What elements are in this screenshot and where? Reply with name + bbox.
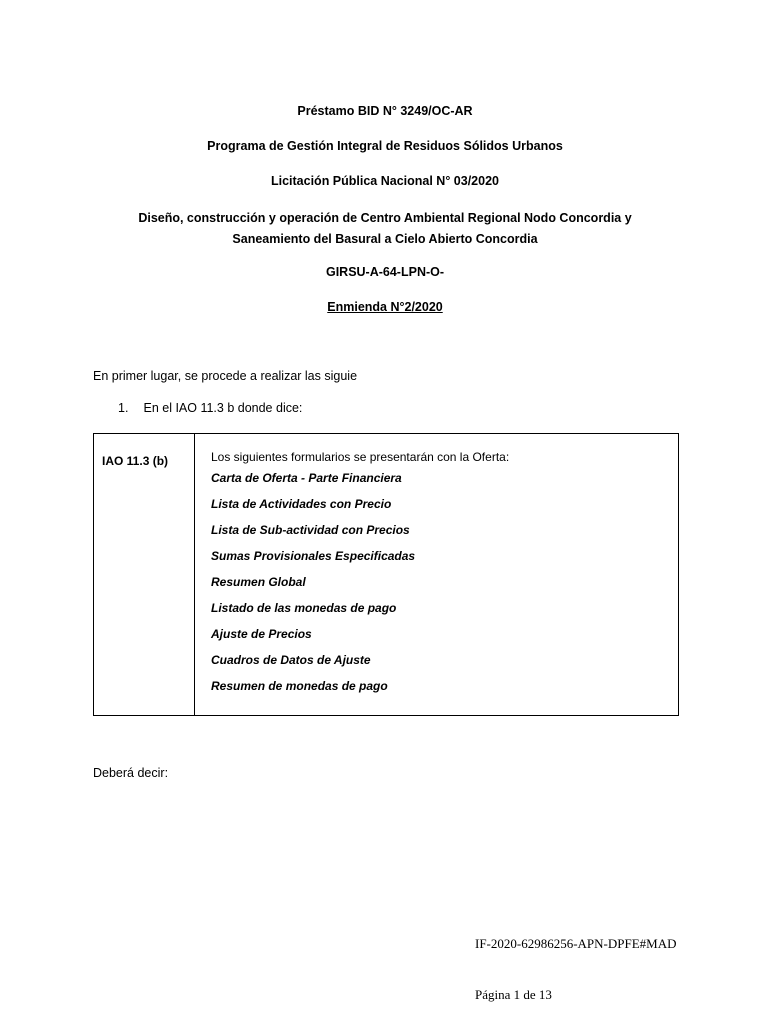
list-item: Ajuste de Precios <box>211 627 312 641</box>
amendment-title: Enmienda N°2/2020 <box>327 300 443 314</box>
list-item: Lista de Actividades con Precio <box>211 497 392 511</box>
list-item: Carta de Oferta - Parte Financiera <box>211 471 402 485</box>
project-title-line1: Diseño, construcción y operación de Centro Ambiental Regional Nodo Concordia y <box>138 211 632 225</box>
iao-clause-label: IAO 11.3 (b) <box>102 454 169 468</box>
list-item: Sumas Provisionales Especificadas <box>211 549 416 563</box>
program-title: Programa de Gestión Integral de Residuos Sólidos Urbanos <box>207 139 563 153</box>
tender-code: GIRSU-A-64-LPN-O- <box>325 265 445 279</box>
list-item <box>118 401 302 415</box>
table-row <box>94 434 679 716</box>
table-content-cell <box>195 434 679 716</box>
forms-heading: Los siguientes formularios se presentarán con la Oferta: <box>211 450 510 464</box>
debera-decir-text: Deberá decir: <box>93 766 169 780</box>
forms-list <box>203 470 678 704</box>
list-item: Lista de Sub-actividad con Precios <box>211 523 410 537</box>
table-label-cell <box>94 434 195 716</box>
project-title-line2: Saneamiento del Basural a Cielo Abierto Concordia <box>232 232 538 246</box>
list-item-text: En el IAO 11.3 b donde dice: <box>143 401 303 415</box>
list-item: Resumen de monedas de pago <box>211 679 388 693</box>
list-item: Cuadros de Datos de Ajuste <box>211 653 371 667</box>
intro-paragraph: En primer lugar, se procede a realizar las siguie <box>93 369 358 383</box>
tender-title: Licitación Pública Nacional N° 03/2020 <box>270 174 499 188</box>
page-number: Página 1 de 13 <box>475 987 552 1002</box>
iao-table <box>93 433 679 716</box>
list-item: Listado de las monedas de pago <box>211 601 397 615</box>
loan-title: Préstamo BID N° 3249/OC-AR <box>297 104 473 118</box>
document-id: IF-2020-62986256-APN-DPFE#MAD <box>475 936 677 951</box>
list-item-number: 1. <box>118 401 129 415</box>
project-title <box>0 208 770 250</box>
list-item: Resumen Global <box>211 575 306 589</box>
